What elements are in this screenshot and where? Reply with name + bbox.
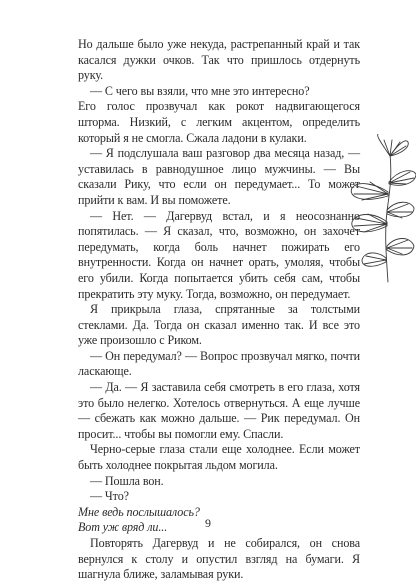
paragraph-5: — Нет. — Дагервуд встал, и я неосознанно попятилась. — Я сказал, что, возможно, он захочет передумать, когда боль начнет пожирать его внутренности. Когда он начнет орать, умоляя, чтобы его убили. Когда попытается убить себя сам, чтобы прекратить эту муку. Тогда, возможно, он передумает.: [78, 208, 360, 301]
paragraph-14: Повторять Дагервуд и не собирался, он снова вернулся к столу и опустил взгляд на бумаги. Я шагнула ближе, заламывая руки.: [78, 536, 360, 582]
paragraph-6: Я прикрыла глаза, спрятанные за толстыми стеклами. Да. Тогда он сказал именно так. И все это уже произошло с Риком.: [78, 302, 360, 348]
paragraph-2: — С чего вы взяли, что мне это интересно?: [90, 83, 310, 98]
page-number: 9: [205, 516, 211, 530]
paragraph-3: Его голос прозвучал как рокот надвигающегося шторма. Низкий, с легким акцентом, определить который я не смогла. Сжала ладони в кулаки.: [78, 99, 360, 145]
ginkgo-branch-icon: [348, 134, 416, 284]
paragraph-12: Мне ведь послышалось?: [78, 504, 200, 519]
paragraph-13: Вот уж вряд ли...: [78, 520, 168, 535]
paragraph-9: Черно-серые глаза стали еще холоднее. Если может быть холоднее покрытая льдом могила.: [78, 442, 360, 473]
paragraph-1: Но дальше было уже некуда, растрепанный край и так касался дужки очков. Так что пришлось отдернуть руку.: [78, 37, 360, 83]
paragraph-7: — Он передумал? — Вопрос прозвучал мягко, почти ласкающе.: [78, 348, 360, 379]
body-text: [78, 37, 360, 583]
paragraph-8: — Да. — Я заставила себя смотреть в его глаза, хотя это было нелегко. Хотелось отвернуться. А еще лучше — сбежать как можно дальше. — Рик передумал. Он просит... чтобы вы помогли ему. Спасли.: [78, 380, 360, 441]
paragraph-11: — Что?: [90, 489, 129, 504]
paragraph-4: — Я подслушала ваш разговор два месяца назад, — уставилась в равнодушное лицо мужчины. — Вы сказали Рику, что если он передумает... То может прийти к вам. И вы поможете.: [78, 146, 360, 207]
paragraph-10: — Пошла вон.: [90, 473, 164, 488]
